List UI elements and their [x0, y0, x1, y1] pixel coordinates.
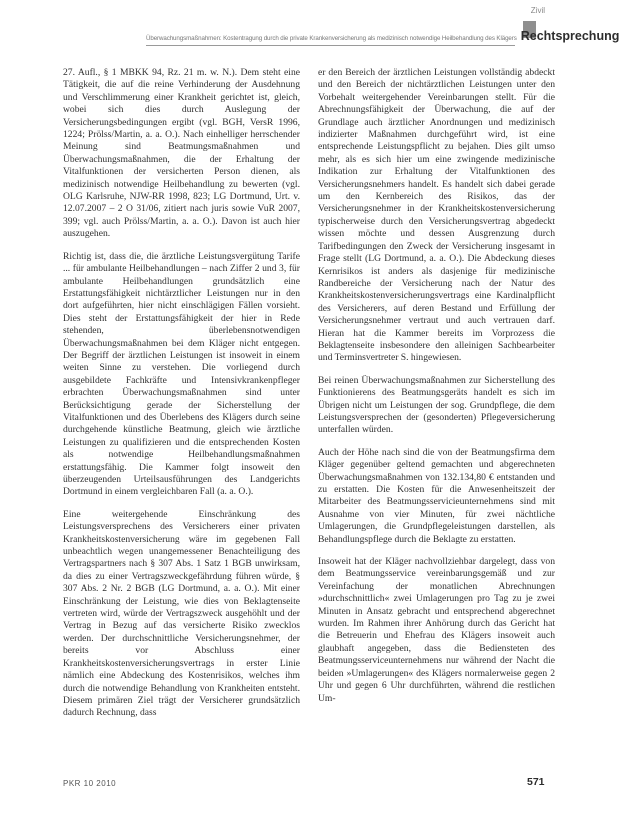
paragraph: Richtig ist, dass die, die ärztliche Leistungsvergütung Tarife ... für ambulante Heilbehandlungen – nach Ziffer 2 und 3, für ambulante Heilbehandlungen grundsätzlich eine Erstattungsfähigkeit nichtärztlicher Leistungen nur in den dort aufgeführten, hier nicht einschlägigen Fällen vorsieht. Dies steht der Erstattungsfähigkeit der hier in Rede stehenden, überlebensnotwendigen Überwachungsmaßnahmen bei dem Kläger nicht entgegen. Der Begriff der ärztlichen Leistungen ist insoweit in einem weiten Sinne zu verstehen. Die vorliegend durch ausgebildete Fachkräfte und Intensivkrankenpfleger erbrachten Überwachungsmaßnahmen sind unter Berücksichtigung gerade der Sicherstellung der Vitalfunktionen und des Überlebens des Klägers durch seine durchgehende künstliche Beatmung, gleich wie ärztliche Leistungen zu qualifizieren und die entsprechenden Kosten als notwendige Heilbehandlungsmaßnahmen erstattungsfähig. Die Kammer folgt insoweit den überzeugenden Urteilsausführungen des Landgerichts Dortmund in einem vergleichbaren Fall (a. a. O.). [63, 250, 300, 498]
left-column [63, 67, 300, 720]
running-header [146, 29, 619, 46]
header-category: Zivil [530, 6, 545, 15]
paragraph: 27. Aufl., § 1 MBKK 94, Rz. 21 m. w. N.). Dem steht eine Tätigkeit, die auf die reine Verhinderung der Ausdehnung und Verschlimmerung einer Krankheit gerichtet ist, gleich, wobei sich dies durch Auslegung der Versicherungsbedingungen ergibt (vgl. BGH, VersR 1996, 1224; Prölss/Martin, a. a. O.). Nach einhelliger herrschender Meinung sind Beatmungsmaßnahmen und Überwachungsmaßnahmen, die der Erhaltung der Vitalfunktionen der versicherten Person dienen, als medizinisch notwendige Heilbehandlung zu bewerten (vgl. OLG Karlsruhe, NJW-RR 1998, 823; LG Dortmund, Urt. v. 12.07.2007 – 2 O 31/06, zitiert nach juris sowie VuR 2007, 399; vgl. auch Prölss/Martin, a. a. O.). Davon ist auch hier auszugehen. [63, 67, 300, 240]
right-column [318, 67, 555, 705]
paragraph: er den Bereich der ärztlichen Leistungen vollständig abdeckt und den Bereich der nichtärztlichen Leistungen unter den Vorbehalt weitergehender Vereinbarungen stellt. Für die Abrechnungsfähigkeit der Überwachung, die auf der Grundlage auch ärztlicher Anordnungen und medizinisch indizierter Maßnahmen durchgeführt wird, ist eine entsprechende Leistungspflicht zu bejahen. Dies gilt umso mehr, als es sich hier um eine zwingende medizinische Indikation zur Erhaltung der Vitalfunktionen des Versicherungsnehmers handelt. Es handelt sich dabei gerade um den Kernbereich des Risikos, das der Versicherungsnehmer in der Krankheitskostenversicherung typischerweise durch den Versicherungsvertrag abgedeckt wissen möchte und dessen Ausgrenzung durch Tarifbedingungen den Zweck der Versicherung insgesamt in Frage stellt (LG Dortmund, a. a. O.). Die Abdeckung dieses Kernrisikos ist anders als dasjenige für medizinische Randbereiche der Versicherung nach der Natur des Krankheitskostenversicherungsvertrags eine Kardinalpflicht des Versicherers, auf deren Bestand und Erfüllung der Versicherungsnehmer vertraut und auch vertrauen darf. Hieran hat die Kammer bereits im Vorprozess die Beklagtenseite insbesondere den alleinigen Sachbearbeiter und Terminsvertreter S. hingewiesen. [318, 67, 555, 364]
running-title: Überwachungsmaßnahmen: Kostentragung durch die private Krankenversicherung als medizinisch notwendige Heilbehandlung des Klägers [146, 35, 517, 42]
page-number: 571 [527, 776, 545, 788]
paragraph: Bei reinen Überwachungsmaßnahmen zur Sicherstellung des Funktionierens des Beatmungsgeräts handelt es sich im Übrigen nicht um Leistungen der sog. Grundpflege, die dem Leistungsversprechen der (gesonderten) Pflegeversicherung unterfallen würden. [318, 374, 555, 436]
paragraph: Auch der Höhe nach sind die von der Beatmungsfirma dem Kläger gegenüber geltend gemachten und abgerechneten Überwachungsmaßnahmen von 132.134,80 € entstanden und zu erstatten. Die Kosten für die Anwesenheitszeit der Mitarbeiter des Beatmungsservicieunternehmens sind mit Ausnahme von vier Minuten, für zwei nächtliche Umlagerungen, die Grundpflegeleistungen darstellen, als Behandlungspflege durch die Beklagte zu erstatten. [318, 446, 555, 545]
section-name: Rechtsprechung [520, 29, 619, 43]
paragraph: Eine weitergehende Einschränkung des Leistungsversprechens des Versicherers einer privaten Krankheitskostenversicherung wäre im gegebenen Fall unbeachtlich wegen unangemessener Benachteiligung des Vertragspartners nach § 307 Abs. 1 Satz 1 BGB unwirksam, da dies zu einer Vertragszweckgefährdung führen würde, § 307 Abs. 2 Nr. 2 BGB (LG Dortmund, a. a. O.). Mit einer Einschränkung der Leistung, wie dies von Beklagtenseite vertreten wird, würde der Vertragszweck ausgehöhlt und der Vertrag in Bezug auf das versicherte Risiko zwecklos werden. Der durchschnittliche Versicherungsnehmer, der bereits vor Abschluss einer Krankheitskostenversicherungsvertrags in erster Linie nämlich eine Abdeckung des Kostenrisikos, welches ihm durch die notwendige Behandlung von Krankheiten entsteht. Diesem primären Ziel trägt der Versicherer grundsätzlich dadurch Rechnung, dass [63, 508, 300, 719]
paragraph: Insoweit hat der Kläger nachvollziehbar dargelegt, dass von dem Beatmungsservice vereinbarungsgemäß und zur Vereinfachung der monatlichen Abrechnungen »durchschnittlich« zwei Umlagerungen pro Tag zu je zwei Minuten in Ansatz gebracht und entsprechend abgerechnet wurden. Im Rahmen ihrer Anhörung durch das Gericht hat die Betreuerin und Ehefrau des Klägers insoweit auch glaubhaft angegeben, dass die Bediensteten des Beatmungsserviceunternehmens nur während der Nacht die beiden »Umlagerungen« des Klägers normalerweise gegen 2 Uhr und gegen 6 Uhr durchführten, während die restlichen Um- [318, 556, 555, 704]
journal-issue: PKR 10 2010 [63, 779, 117, 788]
